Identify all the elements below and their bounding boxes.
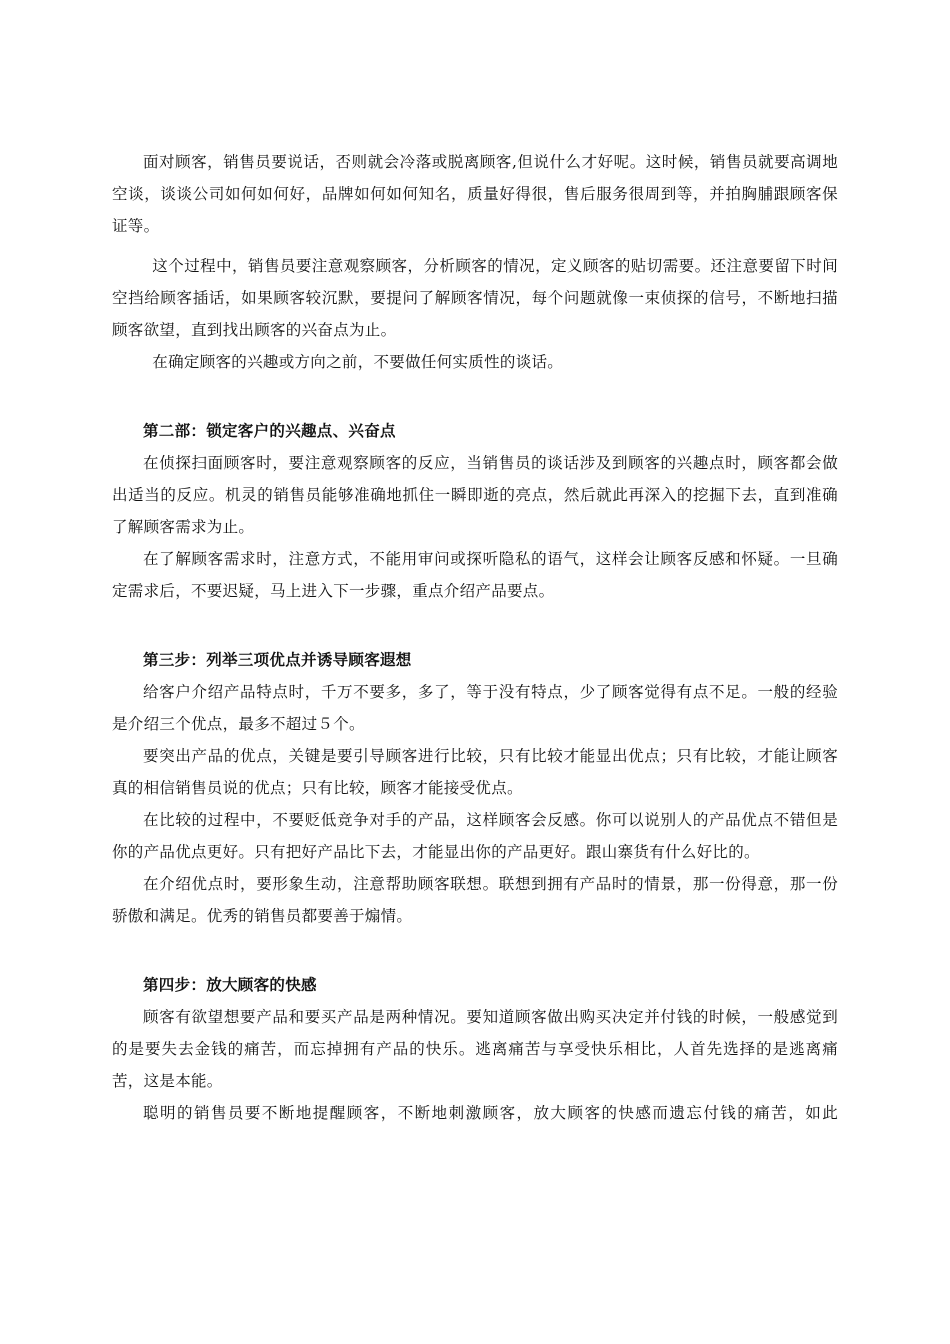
section-3-paragraph-2: 要突出产品的优点，关键是要引导顾客进行比较，只有比较才能显出优点；只有比较，才能让顾客真的相信销售员说的优点；只有比较，顾客才能接受优点。 — [112, 747, 838, 797]
intro-paragraph-2: 这个过程中，销售员要注意观察顾客，分析顾客的情况，定义顾客的贴切需要。还注意要留下时间空挡给顾客插话，如果顾客较沉默，要提问了解顾客情况，每个问题就像一束侦探的信号，不断地扫描顾客欲望，直到找出顾客的兴奋点为止。 — [112, 257, 838, 339]
section-spacer — [112, 932, 838, 969]
intro-paragraph-1: 面对顾客，销售员要说话，否则就会冷落或脱离顾客,但说什么才好呢。这时候，销售员就要高调地空谈，谈谈公司如何如何好，品牌如何如何知名，质量好得很，售后服务很周到等，并拍胸脯跟顾客保证等。 — [112, 153, 838, 235]
section-spacer — [112, 378, 838, 415]
section-4-paragraph-2: 聪明的销售员要不断地提醒顾客，不断地刺激顾客，放大顾客的快感而遗忘付钱的痛苦，如此 — [143, 1104, 838, 1122]
section-4-paragraph-1: 顾客有欲望想要产品和要买产品是两种情况。要知道顾客做出购买决定并付钱的时候，一般感觉到的是要失去金钱的痛苦，而忘掉拥有产品的快乐。逃离痛苦与享受快乐相比，人首先选择的是逃离痛苦，这是本能。 — [112, 1008, 838, 1090]
section-3-paragraph-4: 在介绍优点时，要形象生动，注意帮助顾客联想。联想到拥有产品时的情景，那一份得意，那一份骄傲和满足。优秀的销售员都要善于煽情。 — [112, 875, 838, 925]
section-2-paragraph-1: 在侦探扫面顾客时，要注意观察顾客的反应，当销售员的谈话涉及到顾客的兴趣点时，顾客都会做出适当的反应。机灵的销售员能够准确地抓住一瞬即逝的亮点，然后就此再深入的挖掘下去，直到准确了解顾客需求为止。 — [112, 454, 838, 536]
section-heading-step-4: 第四步：放大顾客的快感 — [143, 975, 317, 994]
section-3-paragraph-3: 在比较的过程中，不要贬低竞争对手的产品，这样顾客会反感。你可以说别人的产品优点不错但是你的产品优点更好。只有把好产品比下去，才能显出你的产品更好。跟山寨货有什么好比的。 — [112, 811, 838, 861]
section-heading-step-2: 第二部：锁定客户的兴趣点、兴奋点 — [143, 421, 396, 440]
section-3-paragraph-1: 给客户介绍产品特点时，千万不要多，多了，等于没有特点，少了顾客觉得有点不足。一般的经验是介绍三个优点，最多不超过５个。 — [112, 683, 838, 733]
paragraph-spacer — [112, 242, 838, 250]
section-2-paragraph-2: 在了解顾客需求时，注意方式，不能用审问或探听隐私的语气，这样会让顾客反感和怀疑。一旦确定需求后，不要迟疑，马上进入下一步骤，重点介绍产品要点。 — [112, 550, 838, 600]
section-heading-step-3: 第三步：列举三项优点并诱导顾客遐想 — [143, 650, 412, 669]
document-body — [112, 146, 838, 1129]
section-spacer — [112, 607, 838, 644]
intro-paragraph-3: 在确定顾客的兴趣或方向之前，不要做任何实质性的谈话。 — [152, 353, 564, 371]
